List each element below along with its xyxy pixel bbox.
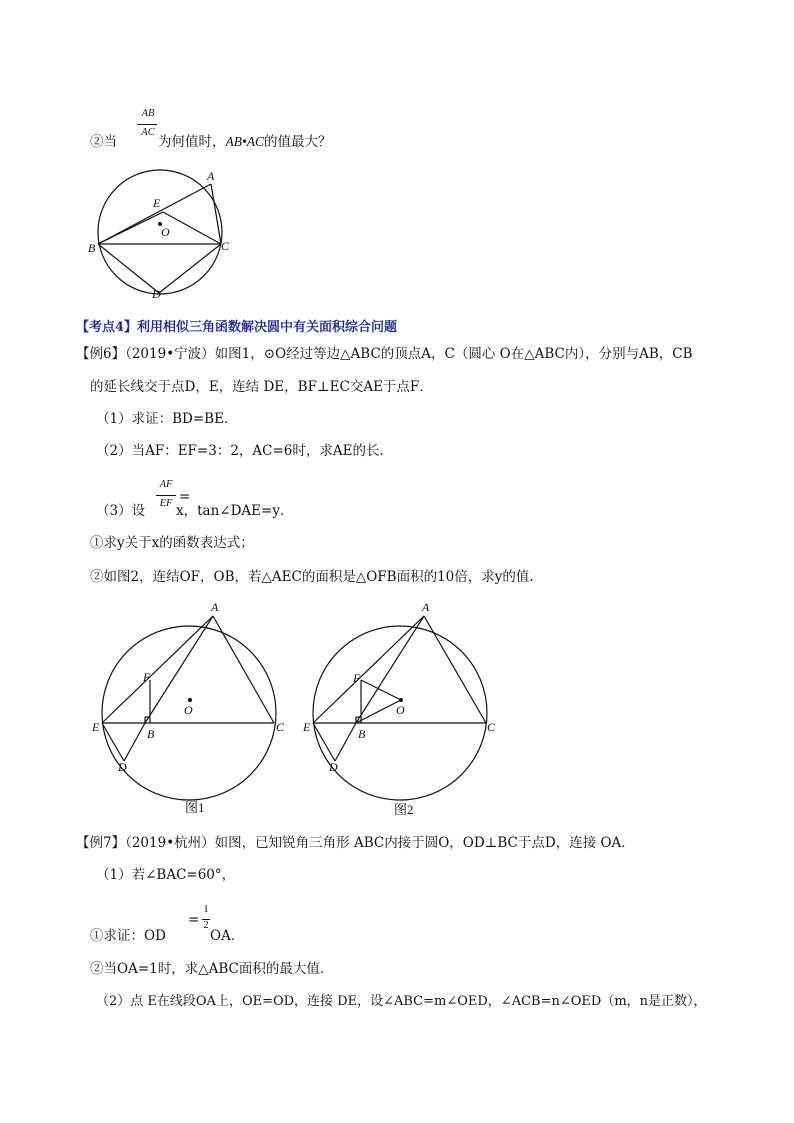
- example-6-part3b: ②如图2，连结OF，OB，若△AEC的面积是△OFB面积的10倍，求y的值．: [90, 569, 543, 585]
- example-tag: 【例7】: [76, 835, 126, 851]
- example-6-line1: [76, 346, 693, 362]
- label-E: E: [303, 720, 311, 734]
- question-part-2-rest: [158, 134, 331, 150]
- example-6-part3-prefix: （3）设: [96, 503, 146, 519]
- fraction-bar: [137, 124, 157, 125]
- fraction-bar: [156, 495, 176, 496]
- label-C: C: [276, 720, 285, 734]
- label-A: A: [207, 169, 215, 183]
- label-D: D: [152, 287, 161, 301]
- fraction-numerator: AB: [141, 108, 155, 119]
- label-F: F: [353, 671, 361, 685]
- label-B: B: [88, 241, 96, 255]
- label-O: O: [184, 703, 193, 717]
- label-A: A: [211, 600, 219, 614]
- center-point: [188, 698, 192, 702]
- label-C: C: [487, 720, 496, 734]
- example-6-line2: 的延长线交于点D，E，连结 DE，BF⊥EC交AE于点F．: [90, 379, 433, 395]
- fraction-denominator: 2: [203, 920, 209, 931]
- label-D: D: [329, 760, 338, 774]
- question-text: 为何值时，: [158, 134, 226, 150]
- example-text: 如图，已知锐角三角形 ABC内接于圆O，OD⊥BC于点D，连接 OA．: [214, 835, 635, 851]
- equals-sign: =: [188, 912, 200, 928]
- example-6-part3-suffix: x，tan∠DAE=y．: [176, 503, 294, 519]
- figure-caption: 图1: [185, 800, 205, 815]
- question-suffix: 的值最大？: [263, 134, 332, 150]
- question-expression: AB•AC: [225, 134, 264, 149]
- example-source: （2019•杭州）: [125, 835, 215, 851]
- fraction-numerator: 1: [203, 904, 209, 915]
- example-source: （2019•宁波）: [125, 346, 215, 362]
- example-7-part1b: ②当OA=1时，求△ABC面积的最大值．: [90, 961, 334, 977]
- label-O: O: [161, 225, 170, 239]
- example-7-line1: [76, 835, 635, 851]
- figure-1: [88, 596, 298, 826]
- example-6-part3a: ①求y关于x的函数表达式；: [90, 535, 254, 551]
- label-F: F: [143, 670, 151, 684]
- label-C: C: [221, 239, 230, 253]
- example-tag: 【例6】: [76, 346, 126, 362]
- label-O: O: [396, 703, 405, 717]
- equals-sign: =: [179, 489, 191, 505]
- fraction-denominator: AC: [141, 127, 155, 138]
- label-B: B: [147, 727, 155, 741]
- example-7-part1a-suffix: OA．: [210, 928, 245, 944]
- figure-top-circle: [85, 160, 235, 305]
- label-A: A: [422, 600, 430, 614]
- circled-number: ②: [90, 134, 104, 150]
- example-6-part1: （1）求证：BD=BE．: [96, 411, 238, 427]
- center-point: [399, 698, 403, 702]
- example-7-part1: （1）若∠BAC=60°，: [96, 867, 236, 883]
- figure-2: [298, 596, 508, 826]
- label-D: D: [118, 760, 127, 774]
- fraction-denominator: EF: [159, 498, 173, 509]
- question-part-2: [90, 134, 117, 150]
- section-heading: 【考点4】利用相似三角函数解决圆中有关面积综合问题: [76, 320, 398, 335]
- example-text: 如图1，⊙O经过等边△ABC的顶点A，C（圆心 O在△ABC内），分别与AB，CB: [214, 346, 693, 362]
- example-6-part2: （2）当AF：EF=3：2，AC=6时，求AE的长．: [96, 443, 393, 459]
- label-B: B: [358, 727, 366, 741]
- example-7-part1a-prefix: ①求证：OD: [90, 928, 166, 944]
- example-7-part2: （2）点 E在线段OA上，OE=OD，连接 DE，设∠ABC=m∠OED，∠ACB=n∠OED（m，n是正数），: [96, 994, 707, 1009]
- question-prefix: 当: [103, 134, 117, 150]
- label-E: E: [153, 196, 161, 210]
- label-E: E: [92, 720, 100, 734]
- figure-caption: 图2: [394, 802, 414, 817]
- fraction-numerator: AF: [159, 479, 173, 490]
